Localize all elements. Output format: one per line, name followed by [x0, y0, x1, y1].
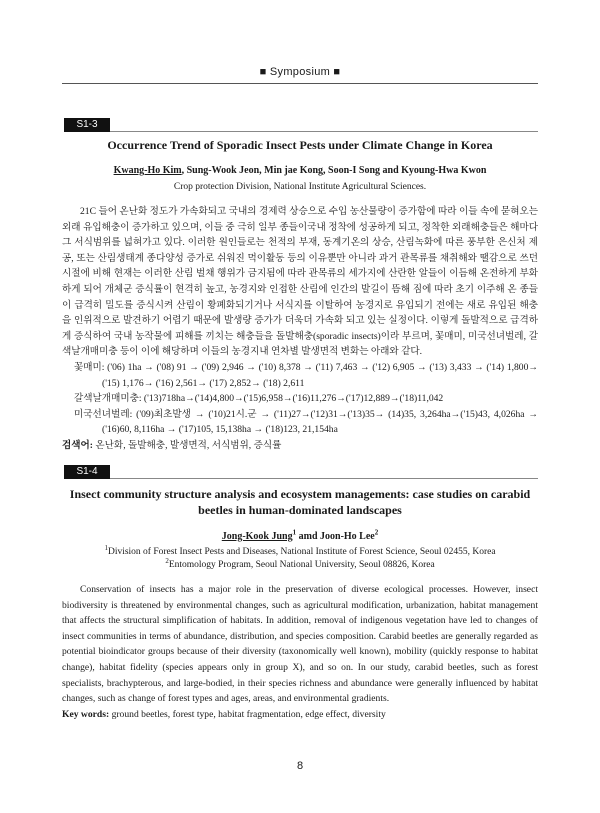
- affiliation-line: [62, 543, 538, 559]
- abstract-title: [62, 486, 538, 518]
- running-header: ■ Symposium ■: [259, 66, 341, 78]
- co-authors: , Sung-Wook Jeon, Min jae Kong, Soon-I Song and Kyoung-Hwa Kwon: [181, 165, 487, 176]
- co-authors: amd Joon-Ho Lee: [296, 531, 375, 542]
- affiliation-text: Division of Forest Insect Pests and Diseases, National Institute of Forest Science, Seoul 02455, Korea: [107, 547, 496, 557]
- affiliation-line: [62, 556, 538, 572]
- trend-line: 꽃매미: ('06) 1ha → ('08) 91 → ('09) 2,946 → ('10) 8,378 → ('11) 7,463 → ('12) 6,905 → ('13) 3,433 → ('14) 1,800→ ('15) 1,176→ ('16) 2,561→ ('17) 2,852→ ('18) 2,611: [74, 361, 538, 389]
- trend-line: 갈색날개매미충: ('13)718ha→('14)4,800→('15)6,958→('16)11,276→('17)12,889→('18)11,042: [74, 393, 444, 405]
- keywords-text: 온난화, 돌발해충, 발생면적, 서식범위, 증식률: [93, 439, 282, 451]
- abstract-paragraph: 21C 들어 온난화 정도가 가속화되고 국내의 경제력 상승으로 수입 농산물량이 증가함에 따라 이들 속에 묻혀오는 외래 유입해충이 증가하고 있으며, 이들 중 극히 일부 종들이국내 정착에 성공하게 되고, 정착한 외래해충들은 해마다 그 서식범위를 넓혀가고 있다. 이러한 원인들로는 천적의 부재, 동계기온의 상승, 산림녹화에 따른 풍부한 은신처 제공, 또는 산림생태계 종다양성 증가로 쉬워진 먹이활동 등의 이유뿐만 아니라 과거 관목류를 채취해와 땔감으로 쓰던 시절에 비해 현재는 이러한 산림 벌채 행위가 금지됨에 따라 관목류의 세가지에 산란한 알들이 이듬해 온전하게 부화하게 되어 개체군 증식률이 현격히 높고, 농경지와 인접한 산림에 인간의 발길이 뜸해 짐에 따라 초기 이주해 온 종들이 급격히 밀도를 증식시켜 산림이 황폐화되기거나 서식지를 이탈하여 농경지로 유입되기 전에는 새로 유입된 해충을 인위적으로 발견하기 어렵기 때문에 발생량 증가가 더욱더 가속화 되고 있는 실정이다. 이렇게 돌발적으로 급격하게 증식하여 국내 농작물에 피해를 끼치는 해충들을 돌발해충(sporadic insects)이라 부르며, 꽃매미, 미국선녀벌레, 갈색날개매미충 등이 이에 해당하며 이들의 농경지내 연차별 발생면적 변화는 아래와 같다.: [62, 206, 538, 358]
- section-tag: S1-3: [64, 118, 110, 132]
- presenting-author: Jong-Kook Jung: [221, 531, 293, 542]
- affiliation: Crop protection Division, National Institute Agricultural Sciences.: [173, 182, 427, 192]
- keywords: [62, 438, 538, 454]
- author-list: [62, 528, 538, 542]
- affil-sup: 2: [165, 556, 169, 565]
- section-rule: [110, 131, 538, 132]
- author-sup: 2: [374, 528, 379, 537]
- section-tag: S1-4: [64, 465, 110, 479]
- affiliation: [62, 543, 538, 572]
- presenting-author: Kwang-Ho Kim: [113, 165, 182, 176]
- affil-sup: 1: [104, 543, 108, 552]
- author-sup: 1: [292, 528, 297, 537]
- affiliation-text: Entomology Program, Seoul National University, Seoul 08826, Korea: [168, 560, 435, 570]
- title-line: Insect community structure analysis and ecosystem managements: case studies on carabid: [69, 487, 531, 501]
- trend-line: 미국선녀벌레: ('09)최초발생 → ('10)21시.군 → ('11)27→('12)31→('13)35→ (14)35, 3,264ha→('15)43, 4,026ha → ('16)60, 8,116ha → ('17)105, 15,138ha → ('18)123, 21,154ha: [74, 408, 538, 436]
- keywords-label: Key words:: [62, 708, 110, 720]
- title-line: beetles in human-dominated landscapes: [198, 503, 402, 517]
- abstract-paragraph: Conservation of insects has a major role in the preservation of diverse ecological processes. However, insect biodiversity is threatened by environmental changes, such as agricultural modification, urbanization, habitat management that affects the structural simplification of habitats. In addition, removal of indigenous vegetation have led to changes of insect communities in terms of abundance, distribution, and species composition. Carabid beetles are generally regarded as potential bioindicator groups because of their diversity (taxonomically well known), mobility (quickly response to habitat change), habitat fidelity (species appears only in group X), and so on. In our study, carabid beetles, such as forest specialists, brachypterous, and large-bodied, in their species richness and abundance were generally influenced by habitat changes, such as change of forest types and ages, areas, and environmental gradients.: [62, 584, 538, 705]
- keywords-label: 검색어:: [62, 439, 93, 451]
- abstract-body: [62, 582, 538, 722]
- abstract-body: [62, 204, 538, 454]
- page-number: 8: [296, 760, 304, 772]
- author-list: [62, 165, 538, 176]
- keywords: [62, 707, 538, 723]
- header-rule: [62, 83, 538, 84]
- keywords-text: ground beetles, forest type, habitat fragmentation, edge effect, diversity: [109, 708, 386, 720]
- section-rule: [110, 478, 538, 479]
- abstract-title: Occurrence Trend of Sporadic Insect Pests under Climate Change in Korea: [107, 138, 493, 152]
